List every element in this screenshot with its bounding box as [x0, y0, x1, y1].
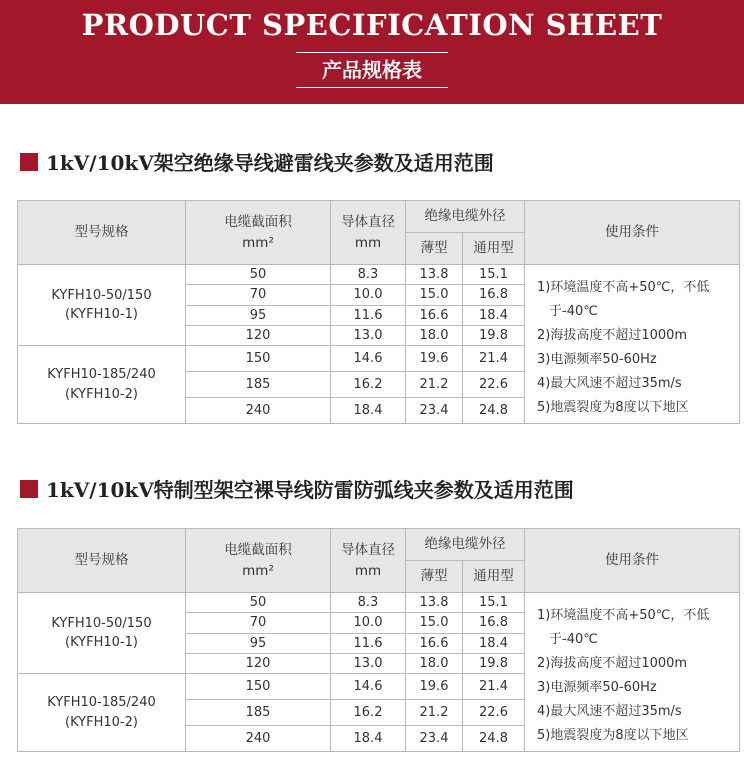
cell-value: 15.0 — [419, 287, 449, 303]
header-general-label: 通用型 — [473, 240, 514, 257]
cell-value: 13.0 — [353, 327, 383, 343]
condition-item: 于-40℃ — [549, 632, 598, 647]
section-title: 1kV/10kV架空绝缘导线避雷线夹参数及适用范围 — [46, 151, 494, 175]
table-cell — [330, 305, 406, 326]
cell-value: 120 — [245, 655, 271, 671]
cell-value: 70 — [249, 287, 267, 303]
table-cell — [185, 592, 331, 613]
spec-table-1 — [17, 200, 739, 424]
header-general — [462, 232, 525, 265]
table-cell — [405, 633, 463, 654]
cell-value: 21.2 — [419, 704, 449, 720]
header-thin — [405, 560, 463, 593]
table-cell — [405, 653, 463, 674]
cell-value: 19.6 — [419, 350, 449, 366]
table-cell — [462, 592, 525, 613]
table-cell — [330, 633, 406, 654]
table-cell — [330, 397, 406, 424]
section-heading-1 — [20, 147, 494, 176]
condition-item: 1)环境温度不高+50℃，不低 — [537, 608, 710, 623]
header-conditions-label: 使用条件 — [605, 224, 659, 241]
cell-value: 16.8 — [479, 287, 508, 303]
header-model-label: 型号规格 — [74, 552, 129, 569]
cell-value: 70 — [249, 615, 267, 631]
banner-title: PRODUCT SPECIFICATION SHEET — [81, 8, 663, 42]
header-diameter — [330, 528, 406, 593]
header-outer-label: 绝缘电缆外径 — [424, 536, 506, 553]
condition-item: 4)最大风速不超过35m/s — [537, 376, 682, 391]
table-cell — [330, 612, 406, 634]
conditions-cell — [524, 264, 740, 424]
condition-item: 3)电源频率50-60Hz — [537, 352, 657, 367]
header-diameter-label: 导体直径 — [341, 214, 395, 231]
condition-item: 于-40℃ — [549, 304, 598, 319]
header-model-label: 型号规格 — [74, 224, 129, 241]
cell-value: 11.6 — [353, 635, 383, 651]
cell-value: 16.6 — [419, 635, 449, 651]
model-name: KYFH10-50/150 — [51, 287, 152, 303]
cell-value: 240 — [245, 730, 271, 746]
table-cell — [330, 653, 406, 674]
table-cell — [330, 725, 406, 752]
model-name: KYFH10-185/240 — [47, 367, 156, 382]
condition-item: 2)海拔高度不超过1000m — [537, 328, 688, 343]
table-cell — [185, 397, 331, 424]
table-cell — [185, 725, 331, 752]
header-thin-label: 薄型 — [420, 240, 448, 257]
table-cell — [462, 325, 525, 346]
header-diameter-unit: mm — [354, 234, 382, 251]
header-general — [462, 560, 525, 593]
cell-value: 10.0 — [353, 287, 383, 303]
cell-value: 15.1 — [479, 594, 508, 610]
cell-value: 8.3 — [357, 266, 379, 282]
table-cell — [462, 633, 525, 654]
table-cell — [330, 592, 406, 613]
cell-value: 16.2 — [353, 704, 383, 720]
cell-value: 13.8 — [419, 594, 449, 610]
model-cell — [17, 345, 186, 424]
condition-item: 3)电源频率50-60Hz — [537, 680, 657, 695]
spec-table-2 — [17, 528, 739, 752]
header-banner — [0, 0, 744, 104]
condition-item: 5)地震裂度为8度以下地区 — [537, 400, 689, 415]
cell-value: 8.3 — [357, 594, 379, 610]
cell-value: 50 — [249, 594, 267, 610]
cell-value: 21.2 — [419, 376, 449, 392]
header-model — [17, 528, 186, 593]
table-cell — [462, 264, 525, 285]
header-conditions-label: 使用条件 — [605, 552, 659, 569]
table-cell — [185, 633, 331, 654]
table-cell — [185, 371, 331, 398]
banner-subtitle-box — [296, 52, 448, 88]
section-heading-2 — [20, 474, 574, 503]
cell-value: 21.4 — [479, 350, 508, 366]
table-cell — [405, 325, 463, 346]
table-cell — [462, 397, 525, 424]
header-general-label: 通用型 — [473, 568, 514, 585]
cell-value: 18.4 — [353, 402, 383, 418]
cell-value: 19.8 — [479, 655, 508, 671]
table-cell — [330, 264, 406, 285]
section-title: 1kV/10kV特制型架空裸导线防雷防弧线夹参数及适用范围 — [46, 478, 574, 502]
table-cell — [405, 397, 463, 424]
table-cell — [330, 325, 406, 346]
table-cell — [330, 673, 406, 700]
model-code: (KYFH10-1) — [65, 307, 138, 322]
cell-value: 185 — [245, 704, 271, 720]
cell-value: 18.0 — [419, 655, 449, 671]
model-cell — [17, 592, 186, 674]
table-cell — [185, 284, 331, 306]
cell-value: 50 — [249, 266, 267, 282]
cell-value: 19.6 — [419, 678, 449, 694]
model-code: (KYFH10-1) — [65, 635, 138, 650]
cell-value: 18.4 — [479, 635, 508, 651]
cell-value: 120 — [245, 327, 271, 343]
header-model — [17, 200, 186, 265]
section-marker-icon — [20, 153, 38, 171]
model-code: (KYFH10-2) — [65, 714, 138, 730]
section-marker-icon — [20, 480, 38, 498]
table-cell — [330, 345, 406, 372]
cell-value: 18.4 — [479, 307, 508, 323]
cell-value: 21.4 — [479, 678, 508, 694]
header-area — [185, 528, 331, 593]
table-cell — [185, 653, 331, 674]
table-cell — [185, 264, 331, 285]
header-diameter — [330, 200, 406, 265]
table-cell — [185, 325, 331, 346]
cell-value: 18.0 — [419, 327, 449, 343]
header-outer-label: 绝缘电缆外径 — [424, 208, 506, 225]
header-diameter-label: 导体直径 — [341, 542, 395, 559]
header-area-label: 电缆截面积 — [224, 542, 292, 559]
table-cell — [185, 345, 331, 372]
condition-item: 2)海拔高度不超过1000m — [537, 656, 688, 671]
cell-value: 95 — [249, 307, 267, 323]
cell-value: 13.8 — [419, 266, 449, 282]
cell-value: 24.8 — [479, 730, 508, 746]
table-cell — [462, 699, 525, 726]
table-cell — [405, 371, 463, 398]
table-cell — [462, 653, 525, 674]
model-name: KYFH10-50/150 — [51, 615, 152, 631]
cell-value: 150 — [245, 350, 271, 366]
cell-value: 24.8 — [479, 402, 508, 418]
header-area-unit: mm² — [242, 562, 274, 579]
table-cell — [405, 699, 463, 726]
table-cell — [405, 305, 463, 326]
model-name: KYFH10-185/240 — [47, 695, 156, 710]
cell-value: 16.2 — [353, 376, 383, 392]
table-cell — [185, 305, 331, 326]
table-cell — [405, 725, 463, 752]
header-thin-label: 薄型 — [420, 568, 448, 585]
table-cell — [462, 284, 525, 306]
cell-value: 15.1 — [479, 266, 508, 282]
table-cell — [462, 725, 525, 752]
cell-value: 16.8 — [479, 615, 508, 631]
model-cell — [17, 673, 186, 752]
cell-value: 18.4 — [353, 730, 383, 746]
header-conditions — [524, 200, 740, 265]
cell-value: 95 — [249, 635, 267, 651]
banner-subtitle: 产品规格表 — [322, 58, 422, 82]
table-cell — [405, 264, 463, 285]
cell-value: 23.4 — [419, 402, 449, 418]
header-diameter-unit: mm — [354, 562, 382, 579]
cell-value: 16.6 — [419, 307, 449, 323]
table-cell — [330, 699, 406, 726]
cell-value: 14.6 — [353, 350, 383, 366]
condition-item: 4)最大风速不超过35m/s — [537, 704, 682, 719]
table-cell — [405, 345, 463, 372]
table-cell — [462, 305, 525, 326]
table-cell — [405, 284, 463, 306]
header-conditions — [524, 528, 740, 593]
header-area-label: 电缆截面积 — [224, 214, 292, 231]
cell-value: 14.6 — [353, 678, 383, 694]
table-cell — [462, 612, 525, 634]
cell-value: 15.0 — [419, 615, 449, 631]
header-area — [185, 200, 331, 265]
header-outer — [405, 200, 525, 233]
table-cell — [462, 371, 525, 398]
condition-item: 1)环境温度不高+50℃，不低 — [537, 280, 710, 295]
model-code: (KYFH10-2) — [65, 386, 138, 402]
cell-value: 19.8 — [479, 327, 508, 343]
header-outer — [405, 528, 525, 561]
table-cell — [185, 673, 331, 700]
table-cell — [462, 673, 525, 700]
table-cell — [185, 612, 331, 634]
table-cell — [405, 592, 463, 613]
header-thin — [405, 232, 463, 265]
cell-value: 185 — [245, 376, 271, 392]
cell-value: 23.4 — [419, 730, 449, 746]
table-cell — [185, 699, 331, 726]
table-cell — [462, 345, 525, 372]
table-cell — [330, 371, 406, 398]
cell-value: 22.6 — [479, 704, 508, 720]
cell-value: 13.0 — [353, 655, 383, 671]
table-cell — [330, 284, 406, 306]
header-area-unit: mm² — [242, 234, 274, 251]
table-cell — [405, 673, 463, 700]
cell-value: 11.6 — [353, 307, 383, 323]
model-cell — [17, 264, 186, 346]
cell-value: 22.6 — [479, 376, 508, 392]
conditions-cell — [524, 592, 740, 752]
cell-value: 150 — [245, 678, 271, 694]
table-cell — [405, 612, 463, 634]
cell-value: 240 — [245, 402, 271, 418]
condition-item: 5)地震裂度为8度以下地区 — [537, 728, 689, 743]
cell-value: 10.0 — [353, 615, 383, 631]
